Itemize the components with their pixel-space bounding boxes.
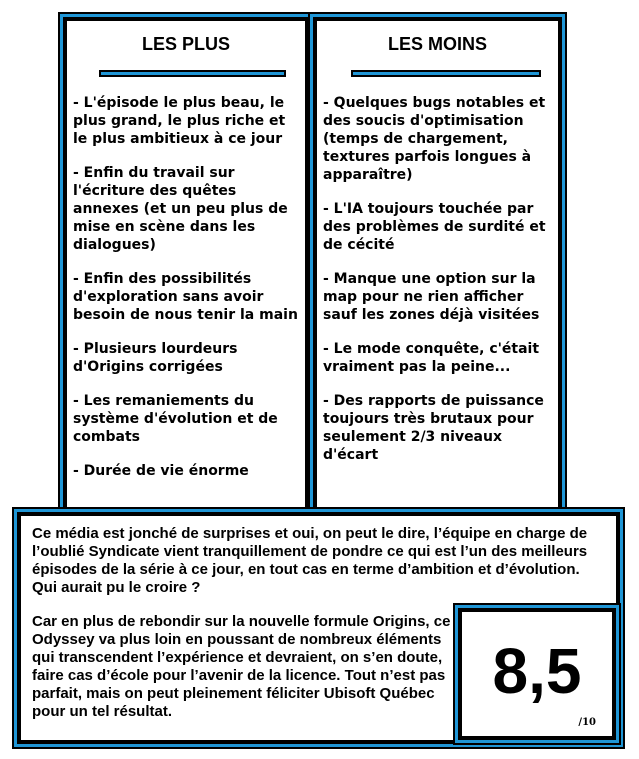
score-box (458, 608, 616, 740)
cons-list (323, 94, 554, 480)
verdict-intro (32, 525, 598, 597)
pros-item: - Enfin du travail sur l'écriture des quêtes annexes (et un peu plus de mise en scène dans les dialogues) (73, 165, 288, 253)
cons-item: - Manque une option sur la map pour ne rien afficher sauf les zones déjà visitées (323, 271, 540, 323)
pros-title: LES PLUS (141, 34, 230, 54)
pros-item: - Les remaniements du système d'évolution et de combats (73, 393, 278, 445)
score-max: /10 (578, 717, 596, 728)
cons-panel (313, 17, 562, 522)
pros-item: - Durée de vie énorme (73, 463, 249, 479)
pros-item: - Plusieurs lourdeurs d'Origins corrigées (73, 341, 238, 375)
verdict-paragraph-2: Car en plus de rebondir sur la nouvelle formule Origins, ce Odyssey va plus loin en poussant de nombreux éléments qui transcendent l’expérience et devraient, on s’en doute, faire cas d’école pour l’avenir de la licence. Tout n’est pas parfait, mais on peut pleinement féliciter Ubisoft Québec pour un tel résultat. (32, 613, 451, 720)
pros-item: - L'épisode le plus beau, le plus grand, le plus riche et le plus ambitieux à ce jour (73, 95, 286, 147)
cons-item: - Quelques bugs notables et des soucis d'optimisation (temps de chargement, textures parfois longues à apparaître) (323, 95, 546, 183)
pros-item: - Enfin des possibilités d'exploration sans avoir besoin de nous tenir la main (73, 271, 298, 323)
pros-list (73, 94, 301, 496)
cons-item: - Le mode conquête, c'était vraiment pas la peine... (323, 341, 540, 375)
pros-title-underline (99, 70, 286, 77)
pros-panel (63, 17, 309, 522)
cons-title: LES MOINS (387, 34, 487, 54)
cons-title-underline (351, 70, 541, 77)
verdict-paragraph-1: Ce média est jonché de surprises et oui, on peut le dire, l’équipe en charge de l’oublié Syndicate vient tranquillement de pondre ce qui est l’un des meilleurs épisodes de la série à ce jour, en tout cas en terme d’ambition et d’évolution. Qui aurait pu le croire ? (32, 525, 588, 596)
cons-item: - L'IA toujours touchée par des problèmes de surdité et de cécité (323, 201, 546, 253)
score-value: 8,5 (492, 635, 582, 707)
verdict-body (32, 613, 452, 721)
cons-item: - Des rapports de puissance toujours très brutaux pour seulement 2/3 niveaux d'écart (323, 393, 544, 463)
